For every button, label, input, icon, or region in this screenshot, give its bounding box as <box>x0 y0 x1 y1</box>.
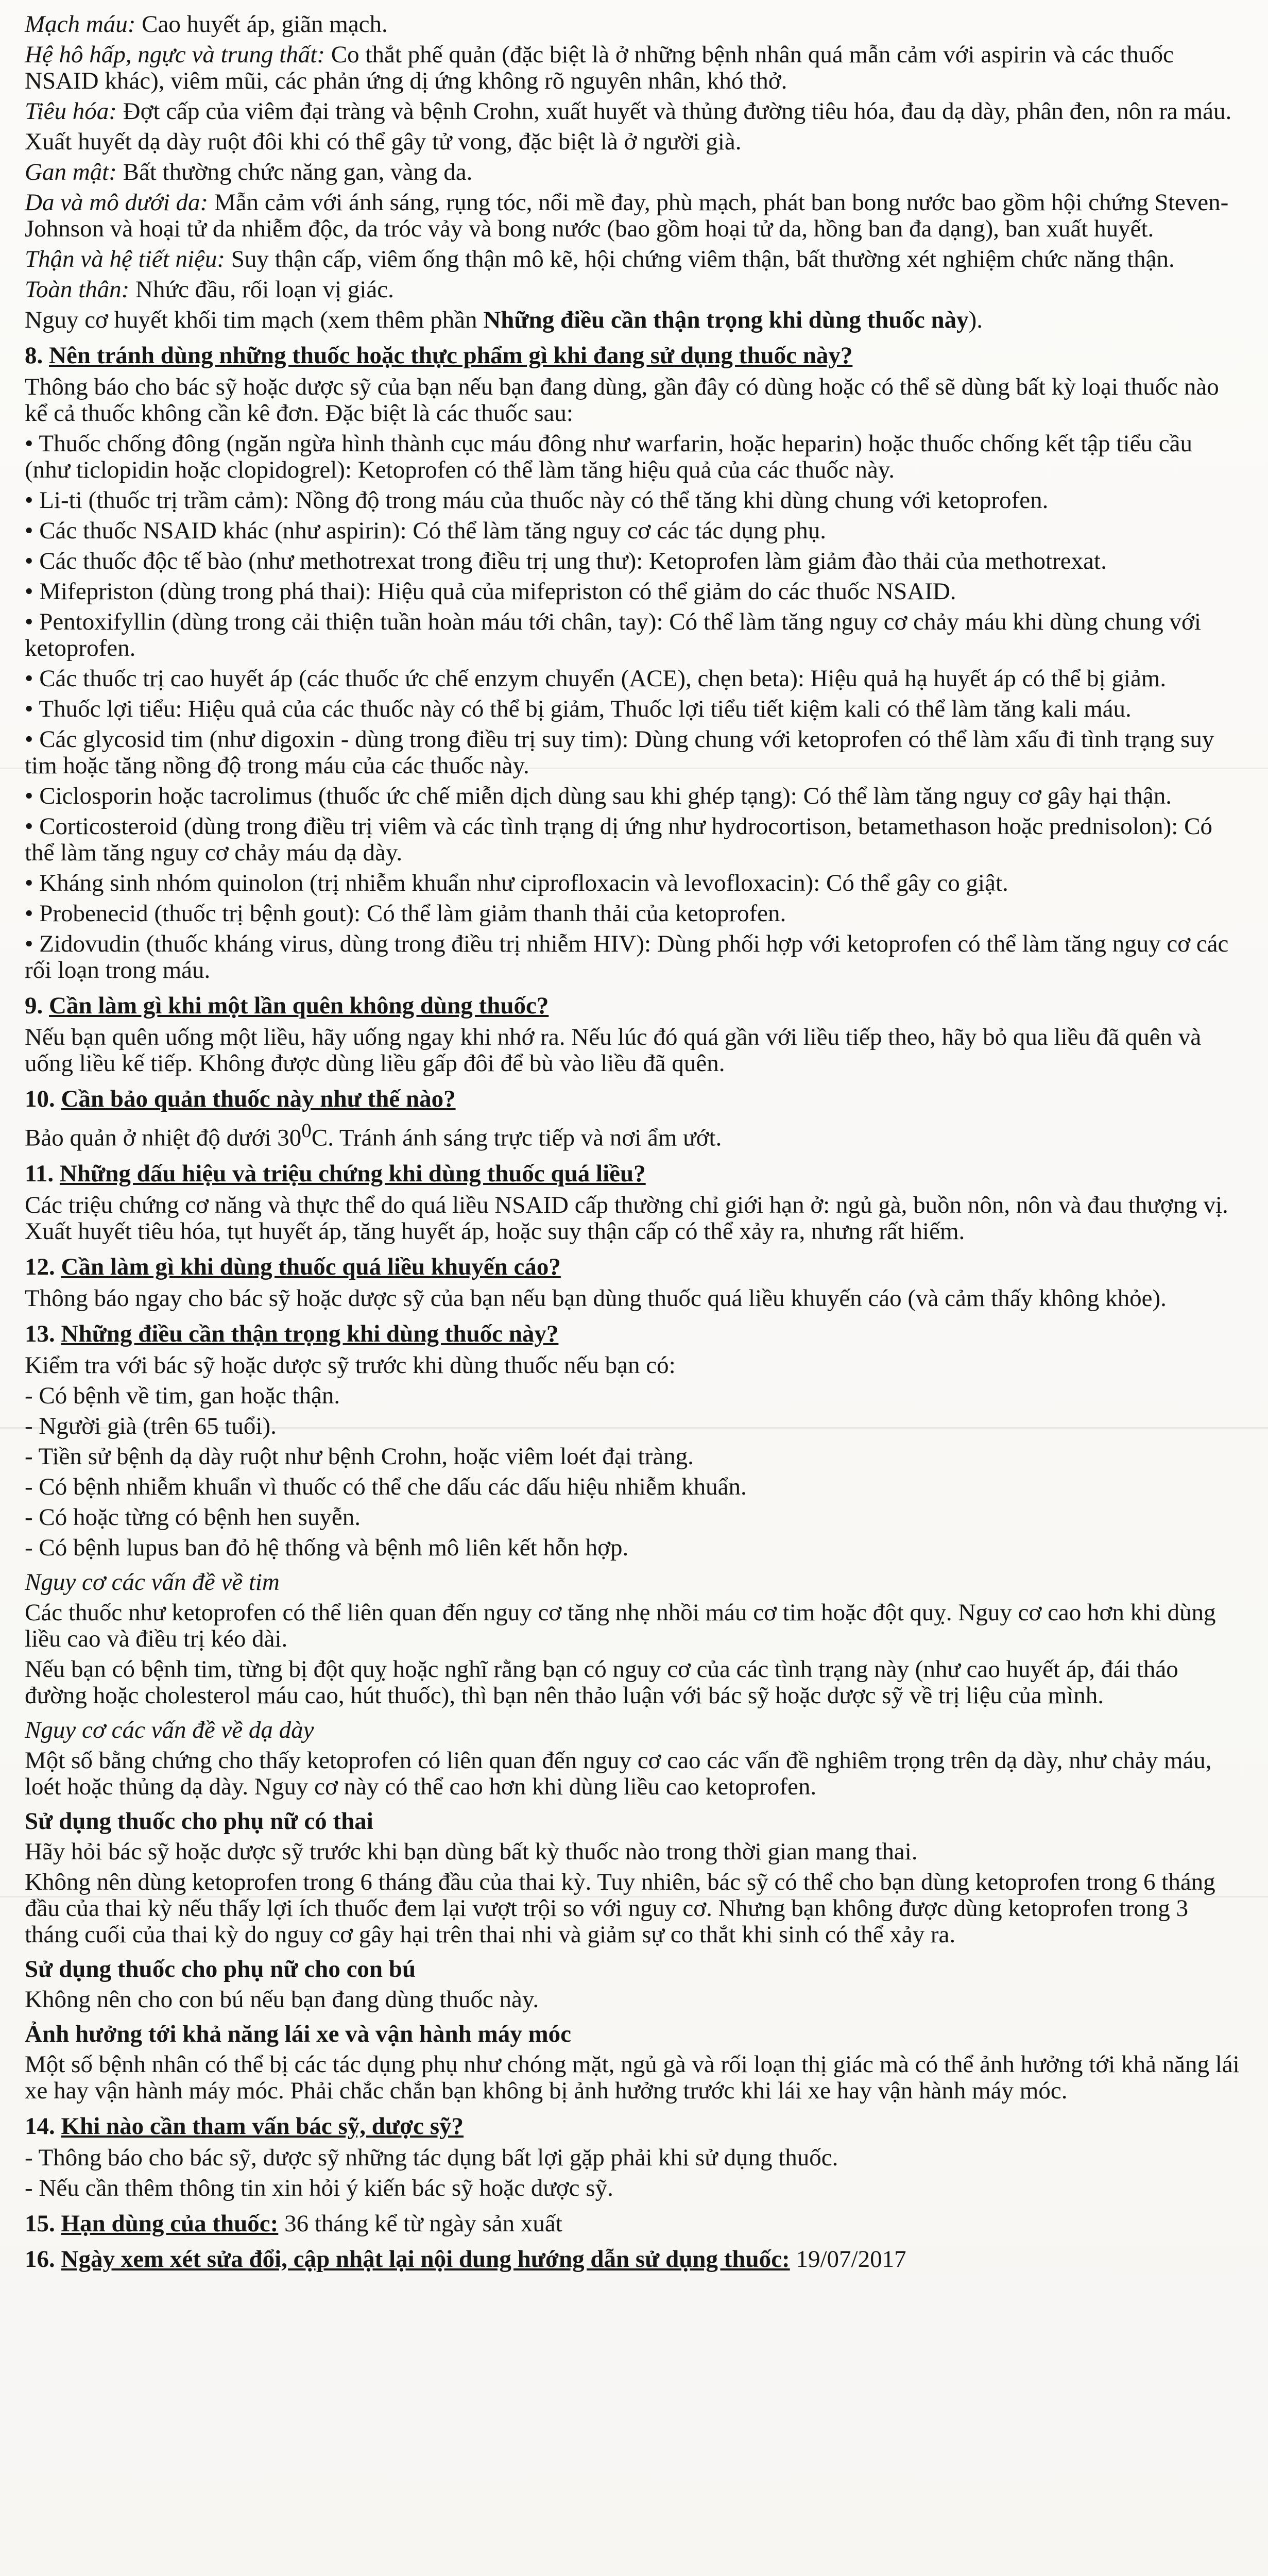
interaction-item: • Corticosteroid (dùng trong điều trị viêm và các tình trạng dị ứng như hydrocortison, betamethason hoặc prednisolon): Có thể làm tăng nguy cơ chảy máu dạ dày. <box>25 813 1212 866</box>
section-13-intro: Kiểm tra với bác sỹ hoặc dược sỹ trước khi dùng thuốc nếu bạn có: <box>25 1351 676 1379</box>
paper-fold-line <box>0 1896 1268 1897</box>
heart-risk-p2: Nếu bạn có bệnh tim, từng bị đột quỵ hoặc nghĩ rằng bạn có nguy cơ của các tình trạng này (như cao huyết áp, đái tháo đường hoặc cholesterol máu cao, hút thuốc), thì bạn nên thảo luận với bác sỹ hoặc dược sỹ về trị liệu của mình. <box>25 1655 1178 1709</box>
interaction-item: • Các thuốc độc tế bào (như methotrexat trong điều trị ung thư): Ketoprofen làm giảm đào thải của methotrexat. <box>25 548 1107 574</box>
pregnancy-p2: Không nên dùng ketoprofen trong 6 tháng đầu của thai kỳ. Tuy nhiên, bác sỹ có thể cho bạn dùng ketoprofen trong 6 tháng đầu của thai kỳ nếu thấy lợi ích thuốc đem lại vượt trội so với nguy cơ. Nhưng bạn không được dùng ketoprofen trong 3 tháng cuối của thai kỳ do nguy cơ gây hại trên thai nhi và giảm sự co thắt khi sinh có thể xảy ra. <box>25 1868 1215 1948</box>
side-effect-general: Toàn thân: Nhức đầu, rối loạn vị giác. <box>25 276 394 303</box>
pregnancy-p1: Hãy hỏi bác sỹ hoặc dược sỹ trước khi bạn dùng bất kỳ thuốc nào trong thời gian mang thai. <box>25 1838 918 1865</box>
side-effect-liver: Gan mật: Bất thường chức năng gan, vàng da. <box>25 159 473 185</box>
interaction-item: • Các glycosid tim (như digoxin - dùng trong điều trị suy tim): Dùng chung với ketoprofen có thể làm xấu đi tình trạng suy tim hoặc tăng nồng độ trong máu của các thuốc này. <box>25 726 1214 779</box>
side-effect-skin: Da và mô dưới da: Mẫn cảm với ánh sáng, rụng tóc, nổi mề đay, phù mạch, phát ban bong nước bao gồm hội chứng Steven-Johnson và hoại tử da nhiễm độc, da tróc vảy và bong nước (bao gồm hoại tử da, hồng ban đa dạng), ban xuất huyết. <box>25 189 1229 242</box>
consult-item: - Thông báo cho bác sỹ, dược sỹ những tác dụng bất lợi gặp phải khi sử dụng thuốc. <box>25 2144 838 2171</box>
section-14-heading: 14. Khi nào cần tham vấn bác sỹ, dược sỹ? <box>25 2112 464 2140</box>
section-9-text: Nếu bạn quên uống một liều, hãy uống ngay khi nhớ ra. Nếu lúc đó quá gần với liều tiếp theo, hãy bỏ qua liều đã quên và uống liều kế tiếp. Không được dùng liều gấp đôi để bù vào liều đã quên. <box>25 1024 1202 1077</box>
side-effect-kidney: Thận và hệ tiết niệu: Suy thận cấp, viêm ống thận mô kẽ, hội chứng viêm thận, bất thường xét nghiệm chức năng thận. <box>25 246 1175 273</box>
section-13-heading: 13. Những điều cần thận trọng khi dùng thuốc này? <box>25 1320 559 1347</box>
side-effect-cardio: Mạch máu: Cao huyết áp, giãn mạch. <box>25 11 388 38</box>
pregnancy-heading: Sử dụng thuốc cho phụ nữ có thai <box>25 1807 373 1835</box>
section-10-text: Bảo quản ở nhiệt độ dưới $30^0C$. Tránh ánh sáng trực tiếp và nơi ẩm ướt. <box>25 1120 722 1151</box>
cv-risk-note: Nguy cơ huyết khối tim mạch (xem thêm phần Những điều cần thận trọng khi dùng thuốc này). <box>25 307 983 333</box>
stomach-risk-text: Một số bằng chứng cho thấy ketoprofen có liên quan đến nguy cơ cao các vấn đề nghiêm trọng trên dạ dày, như chảy máu, loét hoặc thủng dạ dày. Nguy cơ này có thể cao hơn khi dùng liều cao ketoprofen. <box>25 1747 1212 1800</box>
precaution-item: - Có bệnh lupus ban đỏ hệ thống và bệnh mô liên kết hỗn hợp. <box>25 1534 629 1561</box>
precaution-item: - Người già (trên 65 tuổi). <box>25 1412 277 1439</box>
section-9-heading: 9. Cần làm gì khi một lần quên không dùng thuốc? <box>25 992 549 1019</box>
side-effect-gi-note: Xuất huyết dạ dày ruột đôi khi có thể gây tử vong, đặc biệt là ở người già. <box>25 128 742 155</box>
stomach-risk-heading: Nguy cơ các vấn đề về dạ dày <box>25 1716 314 1743</box>
heart-risk-heading: Nguy cơ các vấn đề về tim <box>25 1568 280 1596</box>
section-15-heading: 15. Hạn dùng của thuốc: 36 tháng kể từ ngày sản xuất <box>25 2210 562 2237</box>
interaction-item: • Probenecid (thuốc trị bệnh gout): Có thể làm giảm thanh thải của ketoprofen. <box>25 900 786 927</box>
section-10-heading: 10. Cần bảo quản thuốc này như thế nào? <box>25 1086 456 1112</box>
consult-item: - Nếu cần thêm thông tin xin hỏi ý kiến bác sỹ hoặc dược sỹ. <box>25 2174 613 2201</box>
heart-risk-p1: Các thuốc như ketoprofen có thể liên quan đến nguy cơ tăng nhẹ nhồi máu cơ tim hoặc đột quỵ. Nguy cơ cao hơn khi dùng liều cao và điều trị kéo dài. <box>25 1599 1216 1652</box>
driving-text: Một số bệnh nhân có thể bị các tác dụng phụ như chóng mặt, ngủ gà và rối loạn thị giác mà có thể ảnh hưởng tới khả năng lái xe hay vận hành máy móc. Phải chắc chắn bạn không bị ảnh hưởng trước khi lái xe hay vận hành máy móc. <box>25 2050 1240 2104</box>
section-12-text: Thông báo ngay cho bác sỹ hoặc dược sỹ của bạn nếu bạn dùng thuốc quá liều khuyến cáo (và cảm thấy không khỏe). <box>25 1284 1167 1312</box>
section-16-heading: 16. Ngày xem xét sửa đổi, cập nhật lại nội dung hướng dẫn sử dụng thuốc: 19/07/2017 <box>25 2245 906 2273</box>
paper-fold-line <box>0 1427 1268 1429</box>
interaction-item: • Các thuốc trị cao huyết áp (các thuốc ức chế enzym chuyển (ACE), chẹn beta): Hiệu quả hạ huyết áp có thể bị giảm. <box>25 665 1167 692</box>
precaution-item: - Có bệnh nhiễm khuẩn vì thuốc có thể che dấu các dấu hiệu nhiễm khuẩn. <box>25 1473 747 1500</box>
interaction-item: • Thuốc chống đông (ngăn ngừa hình thành cục máu đông như warfarin, hoặc heparin) hoặc thuốc chống kết tập tiểu cầu (như ticlopidin hoặc clopidogrel): Ketoprofen có thể làm tăng hiệu quả của các thuốc này. <box>25 430 1192 483</box>
interaction-item: • Thuốc lợi tiểu: Hiệu quả của các thuốc này có thể bị giảm, Thuốc lợi tiểu tiết kiệm kali có thể làm tăng kali máu. <box>25 696 1132 722</box>
side-effect-respiratory: Hệ hô hấp, ngực và trung thất: Co thắt phế quản (đặc biệt là ở những bệnh nhân quá mẫn cảm với aspirin và các thuốc NSAID khác), viêm mũi, các phản ứng dị ứng không rõ nguyên nhân, khó thở. <box>25 41 1174 94</box>
section-8-intro: Thông báo cho bác sỹ hoặc dược sỹ của bạn nếu bạn đang dùng, gần đây có dùng hoặc có thể sẽ dùng bất kỳ loại thuốc nào kể cả thuốc không cần kê đơn. Đặc biệt là các thuốc sau: <box>25 374 1219 427</box>
paper-fold-line <box>0 768 1268 769</box>
interaction-item: • Kháng sinh nhóm quinolon (trị nhiễm khuẩn như ciprofloxacin và levofloxacin): Có thể gây co giật. <box>25 870 1008 896</box>
interaction-item: • Các thuốc NSAID khác (như aspirin): Có thể làm tăng nguy cơ các tác dụng phụ. <box>25 517 827 544</box>
interaction-item: • Zidovudin (thuốc kháng virus, dùng trong điều trị nhiễm HIV): Dùng phối hợp với ketoprofen có thể làm tăng nguy cơ các rối loạn trong máu. <box>25 930 1229 984</box>
lactation-text: Không nên cho con bú nếu bạn đang dùng thuốc này. <box>25 1986 539 2013</box>
lactation-heading: Sử dụng thuốc cho phụ nữ cho con bú <box>25 1955 416 1982</box>
section-8-heading: 8. Nên tránh dùng những thuốc hoặc thực phẩm gì khi đang sử dụng thuốc này? <box>25 342 853 369</box>
section-11-text: Các triệu chứng cơ năng và thực thể do quá liều NSAID cấp thường chỉ giới hạn ở: ngủ gà, buồn nôn, nôn và đau thượng vị. Xuất huyết tiêu hóa, tụt huyết áp, tăng huyết áp, hoặc suy thận cấp có thể xảy ra, nhưng rất hiếm. <box>25 1191 1228 1245</box>
interaction-item: • Li-ti (thuốc trị trầm cảm): Nồng độ trong máu của thuốc này có thể tăng khi dùng chung với ketoprofen. <box>25 487 1049 514</box>
side-effect-gi: Tiêu hóa: Đợt cấp của viêm đại tràng và bệnh Crohn, xuất huyết và thủng đường tiêu hóa, đau dạ dày, phân đen, nôn ra máu. <box>25 98 1232 125</box>
interaction-item: • Mifepriston (dùng trong phá thai): Hiệu quả của mifepriston có thể giảm do các thuốc NSAID. <box>25 578 956 605</box>
section-12-heading: 12. Cần làm gì khi dùng thuốc quá liều khuyến cáo? <box>25 1253 561 1280</box>
document-body <box>25 11 1243 2273</box>
precaution-item: - Tiền sử bệnh dạ dày ruột như bệnh Crohn, hoặc viêm loét đại tràng. <box>25 1443 694 1470</box>
section-11-heading: 11. Những dấu hiệu và triệu chứng khi dùng thuốc quá liều? <box>25 1160 646 1187</box>
precaution-item: - Có bệnh về tim, gan hoặc thận. <box>25 1382 340 1409</box>
interaction-item: • Pentoxifyllin (dùng trong cải thiện tuần hoàn máu tới chân, tay): Có thể làm tăng nguy cơ chảy máu khi dùng chung với ketoprofen. <box>25 608 1201 662</box>
interaction-item: • Ciclosporin hoặc tacrolimus (thuốc ức chế miễn dịch dùng sau khi ghép tạng): Có thể làm tăng nguy cơ gây hại thận. <box>25 783 1172 809</box>
driving-heading: Ảnh hưởng tới khả năng lái xe và vận hành máy móc <box>25 2020 571 2047</box>
precaution-item: - Có hoặc từng có bệnh hen suyễn. <box>25 1503 361 1531</box>
